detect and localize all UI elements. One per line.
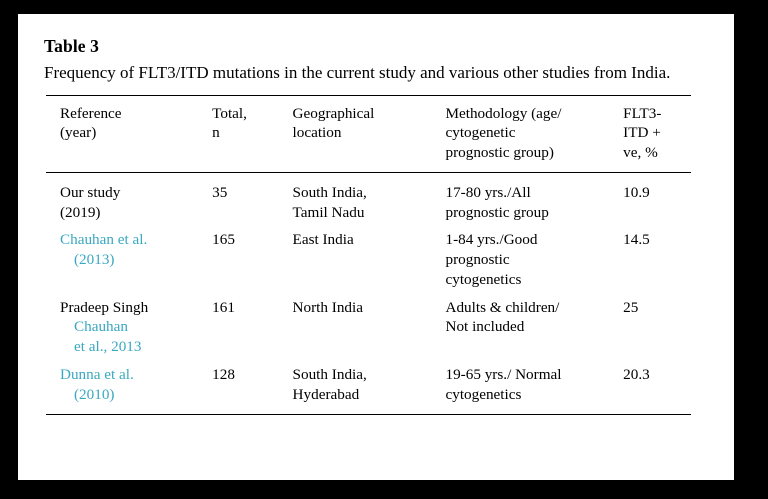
header-line: cytogenetic xyxy=(445,124,516,142)
table-row xyxy=(46,294,691,361)
table-row xyxy=(46,361,691,415)
cell-total: 165 xyxy=(212,231,235,249)
document-page xyxy=(18,14,734,480)
methodology-line: 19-65 yrs./ Normal xyxy=(445,365,562,383)
location-line: Tamil Nadu xyxy=(292,203,365,221)
header-line: Reference xyxy=(60,104,122,122)
table-footer-rule xyxy=(46,415,691,416)
table-body xyxy=(46,172,691,415)
header-line: Methodology (age/ xyxy=(445,104,562,122)
cell-methodology xyxy=(445,361,623,415)
location-line: North India xyxy=(292,298,363,316)
cell-flt3-percent: 20.3 xyxy=(623,365,650,383)
cell-methodology xyxy=(445,226,623,293)
cell-methodology xyxy=(445,172,623,226)
citation-link[interactable]: (2010) xyxy=(74,385,115,403)
cell-total: 128 xyxy=(212,365,235,383)
page-content xyxy=(18,14,734,425)
cell-total: 35 xyxy=(212,183,228,201)
location-line: Hyderabad xyxy=(292,385,360,403)
cell-location xyxy=(293,294,446,361)
citation-link[interactable]: (2013) xyxy=(74,251,115,269)
citation-link[interactable]: et al., 2013 xyxy=(74,338,142,356)
cell-flt3-percent: 25 xyxy=(623,298,639,316)
reference-text: Pradeep Singh xyxy=(60,298,149,316)
methodology-line: prognostic group xyxy=(445,203,549,221)
header-line: (year) xyxy=(60,124,97,142)
cell-reference xyxy=(46,226,212,293)
citation-link[interactable]: Dunna et al. xyxy=(60,365,134,383)
cell-methodology xyxy=(445,294,623,361)
table-header xyxy=(46,95,691,172)
column-header-total xyxy=(212,95,292,172)
header-line: ve, % xyxy=(623,144,658,162)
header-line: Geographical xyxy=(292,104,375,122)
methodology-line: prognostic xyxy=(445,251,510,269)
table-row xyxy=(46,226,691,293)
table-row xyxy=(46,172,691,226)
column-header-reference xyxy=(46,95,212,172)
cell-flt3-percent: 10.9 xyxy=(623,183,650,201)
reference-text: (2019) xyxy=(60,203,101,221)
cell-flt3-percent: 14.5 xyxy=(623,231,650,249)
header-line: prognostic group) xyxy=(445,144,554,162)
footer-rule-row xyxy=(46,415,691,416)
methodology-line: Not included xyxy=(445,318,525,336)
citation-link[interactable]: Chauhan et al. xyxy=(60,231,148,249)
methodology-line: 17-80 yrs./All xyxy=(445,183,531,201)
methodology-line: 1-84 yrs./Good xyxy=(445,231,538,249)
table-caption: Frequency of FLT3/ITD mutations in the current study and various other studies from India. xyxy=(44,63,671,82)
cell-location xyxy=(293,361,446,415)
column-header-methodology xyxy=(445,95,623,172)
frequency-table xyxy=(46,95,691,416)
cell-total: 161 xyxy=(212,298,235,316)
cell-location xyxy=(293,226,446,293)
cell-reference xyxy=(46,172,212,226)
citation-link[interactable]: Chauhan xyxy=(74,318,128,336)
table-label: Table 3 xyxy=(44,36,100,56)
methodology-line: cytogenetics xyxy=(445,270,522,288)
header-line: n xyxy=(212,124,220,142)
header-line: ITD + xyxy=(623,124,661,142)
location-line: East India xyxy=(292,231,354,249)
header-line: Total, xyxy=(212,104,247,122)
bottom-rule xyxy=(46,415,691,416)
cell-location xyxy=(293,172,446,226)
methodology-line: cytogenetics xyxy=(445,385,522,403)
header-line: FLT3- xyxy=(623,104,662,122)
cell-reference xyxy=(46,294,212,361)
header-line: location xyxy=(292,124,342,142)
methodology-line: Adults & children/ xyxy=(445,298,560,316)
cell-reference xyxy=(46,361,212,415)
reference-text: Our study xyxy=(60,183,121,201)
column-header-flt3-itd-positive xyxy=(623,95,691,172)
location-line: South India, xyxy=(292,183,367,201)
column-header-geographical-location xyxy=(293,95,446,172)
header-row xyxy=(46,95,691,172)
location-line: South India, xyxy=(292,365,367,383)
